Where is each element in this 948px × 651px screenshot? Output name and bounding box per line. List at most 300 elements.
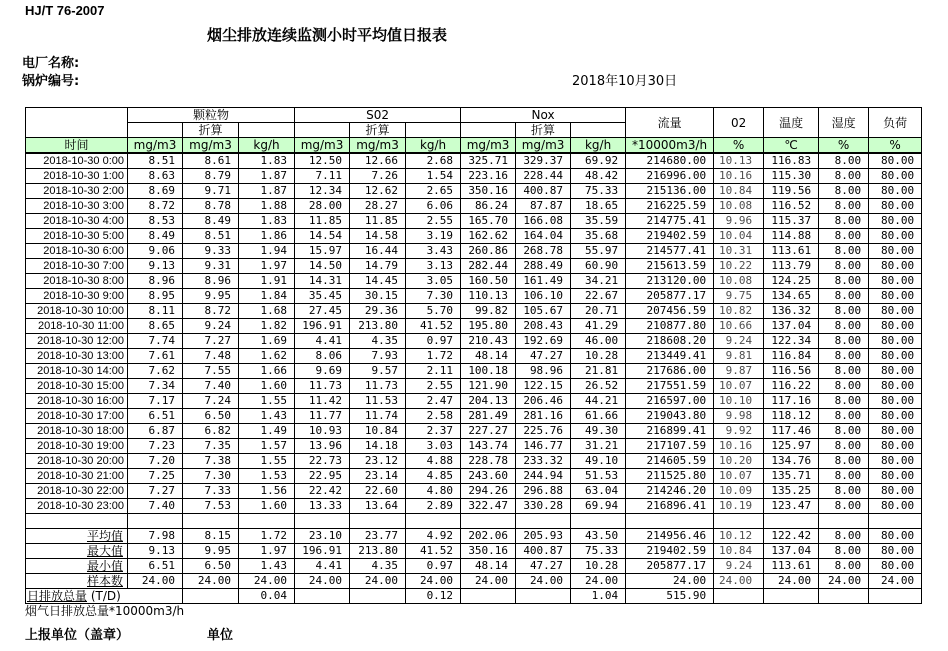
table-row bbox=[26, 334, 922, 349]
data-cell: 216896.41 bbox=[626, 499, 714, 514]
data-cell: 8.49 bbox=[183, 214, 239, 229]
data-cell: 6.51 bbox=[128, 409, 183, 424]
data-cell: 8.69 bbox=[128, 184, 183, 199]
data-cell: 86.24 bbox=[461, 199, 516, 214]
summary-value-cell: 10.28 bbox=[571, 559, 626, 574]
summary-value-cell: 23.10 bbox=[295, 529, 350, 544]
data-cell: 10.93 bbox=[295, 424, 350, 439]
data-cell: 80.00 bbox=[869, 469, 922, 484]
table-row bbox=[26, 499, 922, 514]
data-cell: 9.13 bbox=[128, 259, 183, 274]
data-cell: 7.48 bbox=[183, 349, 239, 364]
data-cell: 7.23 bbox=[128, 439, 183, 454]
time-cell: 2018-10-30 22:00 bbox=[26, 484, 128, 499]
data-cell: 281.49 bbox=[461, 409, 516, 424]
data-cell: 10.07 bbox=[714, 379, 764, 394]
data-cell: 1.88 bbox=[239, 199, 295, 214]
daily-total-value-cell bbox=[714, 589, 764, 604]
data-cell: 7.25 bbox=[128, 469, 183, 484]
empty-cell bbox=[26, 514, 128, 529]
summary-value-cell: 24.00 bbox=[626, 574, 714, 589]
header-converted-so2: 折算 bbox=[350, 123, 406, 138]
data-cell: 10.16 bbox=[714, 169, 764, 184]
table-row bbox=[26, 319, 922, 334]
data-cell: 1.43 bbox=[239, 409, 295, 424]
data-cell: 1.49 bbox=[239, 424, 295, 439]
summary-value-cell: 8.00 bbox=[819, 559, 869, 574]
data-cell: 216597.00 bbox=[626, 394, 714, 409]
data-cell: 8.00 bbox=[819, 454, 869, 469]
data-cell: 214605.59 bbox=[626, 454, 714, 469]
data-cell: 119.56 bbox=[764, 184, 819, 199]
data-cell: 123.47 bbox=[764, 499, 819, 514]
header-particulate: 颗粒物 bbox=[128, 108, 295, 123]
data-cell: 114.88 bbox=[764, 229, 819, 244]
data-cell: 6.06 bbox=[406, 199, 461, 214]
table-row bbox=[26, 169, 922, 184]
data-cell: 135.25 bbox=[764, 484, 819, 499]
data-cell: 10.10 bbox=[714, 394, 764, 409]
data-cell: 7.61 bbox=[128, 349, 183, 364]
reporting-unit-label: 上报单位（盖章） bbox=[25, 628, 130, 643]
data-cell: 30.15 bbox=[350, 289, 406, 304]
data-cell: 18.65 bbox=[571, 199, 626, 214]
data-cell: 11.85 bbox=[295, 214, 350, 229]
summary-value-cell: 113.61 bbox=[764, 559, 819, 574]
data-cell: 13.33 bbox=[295, 499, 350, 514]
data-cell: 211525.80 bbox=[626, 469, 714, 484]
data-cell: 8.79 bbox=[183, 169, 239, 184]
data-cell: 160.50 bbox=[461, 274, 516, 289]
data-cell: 7.33 bbox=[183, 484, 239, 499]
data-cell: 80.00 bbox=[869, 229, 922, 244]
data-cell: 288.49 bbox=[516, 259, 571, 274]
data-cell: 60.90 bbox=[571, 259, 626, 274]
time-cell: 2018-10-30 21:00 bbox=[26, 469, 128, 484]
data-cell: 10.84 bbox=[350, 424, 406, 439]
data-cell: 35.45 bbox=[295, 289, 350, 304]
data-cell: 225.76 bbox=[516, 424, 571, 439]
boiler-number-label: 锅炉编号: bbox=[22, 74, 80, 89]
data-cell: 213120.00 bbox=[626, 274, 714, 289]
data-cell: 1.56 bbox=[239, 484, 295, 499]
data-cell: 12.62 bbox=[350, 184, 406, 199]
data-cell: 8.00 bbox=[819, 334, 869, 349]
data-cell: 4.35 bbox=[350, 334, 406, 349]
data-cell: 7.34 bbox=[128, 379, 183, 394]
data-cell: 282.44 bbox=[461, 259, 516, 274]
data-cell: 16.44 bbox=[350, 244, 406, 259]
data-cell: 116.56 bbox=[764, 364, 819, 379]
data-cell: 22.95 bbox=[295, 469, 350, 484]
summary-value-cell: 23.77 bbox=[350, 529, 406, 544]
data-cell: 10.08 bbox=[714, 274, 764, 289]
data-cell: 205877.17 bbox=[626, 289, 714, 304]
header-sub-blank bbox=[571, 123, 626, 138]
time-cell: 2018-10-30 4:00 bbox=[26, 214, 128, 229]
data-cell: 116.52 bbox=[764, 199, 819, 214]
summary-value-cell: 350.16 bbox=[461, 544, 516, 559]
data-cell: 214577.41 bbox=[626, 244, 714, 259]
data-cell: 80.00 bbox=[869, 484, 922, 499]
data-cell: 10.82 bbox=[714, 304, 764, 319]
data-cell: 2.47 bbox=[406, 394, 461, 409]
page-title: 烟尘排放连续监测小时平均值日报表 bbox=[207, 26, 448, 44]
data-cell: 80.00 bbox=[869, 274, 922, 289]
data-cell: 14.79 bbox=[350, 259, 406, 274]
empty-cell bbox=[461, 514, 516, 529]
data-cell: 13.64 bbox=[350, 499, 406, 514]
data-cell: 7.20 bbox=[128, 454, 183, 469]
data-cell: 12.50 bbox=[295, 153, 350, 169]
data-cell: 215613.59 bbox=[626, 259, 714, 274]
data-cell: 80.00 bbox=[869, 259, 922, 274]
summary-label-cell: 样本数 bbox=[26, 574, 128, 589]
time-cell: 2018-10-30 8:00 bbox=[26, 274, 128, 289]
data-cell: 6.87 bbox=[128, 424, 183, 439]
data-cell: 268.78 bbox=[516, 244, 571, 259]
data-cell: 80.00 bbox=[869, 499, 922, 514]
data-cell: 124.25 bbox=[764, 274, 819, 289]
data-cell: 208.43 bbox=[516, 319, 571, 334]
summary-value-cell: 8.00 bbox=[819, 529, 869, 544]
summary-row bbox=[26, 529, 922, 544]
data-cell: 9.87 bbox=[714, 364, 764, 379]
unit-cell: mg/m3 bbox=[461, 138, 516, 154]
data-cell: 80.00 bbox=[869, 379, 922, 394]
table-row bbox=[26, 229, 922, 244]
data-cell: 8.00 bbox=[819, 499, 869, 514]
time-cell: 2018-10-30 1:00 bbox=[26, 169, 128, 184]
data-cell: 121.90 bbox=[461, 379, 516, 394]
data-cell: 11.42 bbox=[295, 394, 350, 409]
data-cell: 1.55 bbox=[239, 394, 295, 409]
data-cell: 12.34 bbox=[295, 184, 350, 199]
data-cell: 325.71 bbox=[461, 153, 516, 169]
data-cell: 161.49 bbox=[516, 274, 571, 289]
summary-value-cell: 4.92 bbox=[406, 529, 461, 544]
data-cell: 260.86 bbox=[461, 244, 516, 259]
data-cell: 1.69 bbox=[239, 334, 295, 349]
data-cell: 227.27 bbox=[461, 424, 516, 439]
data-cell: 14.58 bbox=[350, 229, 406, 244]
summary-value-cell: 213.80 bbox=[350, 544, 406, 559]
table-row bbox=[26, 199, 922, 214]
summary-value-cell: 24.00 bbox=[714, 574, 764, 589]
summary-value-cell: 4.41 bbox=[295, 559, 350, 574]
data-cell: 14.31 bbox=[295, 274, 350, 289]
data-cell: 7.55 bbox=[183, 364, 239, 379]
data-cell: 1.83 bbox=[239, 153, 295, 169]
data-cell: 213.80 bbox=[350, 319, 406, 334]
data-cell: 80.00 bbox=[869, 153, 922, 169]
header-blank-cell bbox=[26, 108, 128, 138]
data-cell: 8.00 bbox=[819, 289, 869, 304]
data-cell: 80.00 bbox=[869, 454, 922, 469]
summary-value-cell: 8.15 bbox=[183, 529, 239, 544]
header-load: 负荷 bbox=[869, 108, 922, 138]
data-cell: 80.00 bbox=[869, 304, 922, 319]
time-cell: 2018-10-30 5:00 bbox=[26, 229, 128, 244]
summary-value-cell: 80.00 bbox=[869, 544, 922, 559]
data-cell: 10.04 bbox=[714, 229, 764, 244]
data-cell: 223.16 bbox=[461, 169, 516, 184]
data-cell: 10.13 bbox=[714, 153, 764, 169]
data-cell: 1.60 bbox=[239, 379, 295, 394]
data-cell: 5.70 bbox=[406, 304, 461, 319]
daily-total-value-cell bbox=[183, 589, 239, 604]
data-cell: 8.00 bbox=[819, 394, 869, 409]
empty-cell bbox=[869, 514, 922, 529]
data-cell: 23.14 bbox=[350, 469, 406, 484]
data-cell: 69.92 bbox=[571, 153, 626, 169]
data-cell: 9.98 bbox=[714, 409, 764, 424]
data-cell: 7.93 bbox=[350, 349, 406, 364]
summary-label-cell: 最小值 bbox=[26, 559, 128, 574]
time-cell: 2018-10-30 12:00 bbox=[26, 334, 128, 349]
daily-total-unit: (T/D) bbox=[87, 589, 121, 603]
header-flow: 流量 bbox=[626, 108, 714, 138]
data-cell: 228.78 bbox=[461, 454, 516, 469]
data-cell: 22.67 bbox=[571, 289, 626, 304]
daily-total-value-cell bbox=[764, 589, 819, 604]
data-cell: 350.16 bbox=[461, 184, 516, 199]
data-cell: 7.62 bbox=[128, 364, 183, 379]
data-cell: 8.00 bbox=[819, 349, 869, 364]
header-group-row bbox=[26, 108, 922, 123]
data-cell: 0.97 bbox=[406, 334, 461, 349]
data-cell: 216996.00 bbox=[626, 169, 714, 184]
data-cell: 10.84 bbox=[714, 184, 764, 199]
empty-cell bbox=[819, 514, 869, 529]
data-cell: 9.57 bbox=[350, 364, 406, 379]
data-cell: 99.82 bbox=[461, 304, 516, 319]
data-cell: 322.47 bbox=[461, 499, 516, 514]
data-cell: 134.76 bbox=[764, 454, 819, 469]
data-cell: 11.74 bbox=[350, 409, 406, 424]
header-converted-particulate: 折算 bbox=[183, 123, 239, 138]
data-cell: 7.40 bbox=[183, 379, 239, 394]
data-cell: 6.50 bbox=[183, 409, 239, 424]
data-cell: 8.49 bbox=[128, 229, 183, 244]
summary-value-cell: 9.13 bbox=[128, 544, 183, 559]
header-temperature: 温度 bbox=[764, 108, 819, 138]
data-cell: 7.17 bbox=[128, 394, 183, 409]
summary-row bbox=[26, 559, 922, 574]
summary-value-cell: 24.00 bbox=[183, 574, 239, 589]
time-cell: 2018-10-30 7:00 bbox=[26, 259, 128, 274]
data-cell: 9.71 bbox=[183, 184, 239, 199]
data-cell: 7.27 bbox=[183, 334, 239, 349]
time-cell: 2018-10-30 3:00 bbox=[26, 199, 128, 214]
data-cell: 22.73 bbox=[295, 454, 350, 469]
time-cell: 2018-10-30 16:00 bbox=[26, 394, 128, 409]
data-cell: 4.41 bbox=[295, 334, 350, 349]
data-cell: 14.50 bbox=[295, 259, 350, 274]
summary-value-cell: 0.97 bbox=[406, 559, 461, 574]
data-cell: 28.00 bbox=[295, 199, 350, 214]
table-row bbox=[26, 409, 922, 424]
summary-value-cell: 24.00 bbox=[295, 574, 350, 589]
table-row bbox=[26, 394, 922, 409]
data-cell: 80.00 bbox=[869, 439, 922, 454]
data-cell: 118.12 bbox=[764, 409, 819, 424]
data-cell: 9.33 bbox=[183, 244, 239, 259]
summary-value-cell: 24.00 bbox=[764, 574, 819, 589]
data-cell: 1.53 bbox=[239, 469, 295, 484]
data-cell: 80.00 bbox=[869, 319, 922, 334]
data-cell: 10.31 bbox=[714, 244, 764, 259]
data-cell: 2.89 bbox=[406, 499, 461, 514]
data-cell: 9.75 bbox=[714, 289, 764, 304]
data-cell: 162.62 bbox=[461, 229, 516, 244]
summary-label-cell: 最大值 bbox=[26, 544, 128, 559]
data-cell: 116.22 bbox=[764, 379, 819, 394]
data-cell: 400.87 bbox=[516, 184, 571, 199]
data-cell: 80.00 bbox=[869, 214, 922, 229]
time-cell: 2018-10-30 0:00 bbox=[26, 153, 128, 169]
data-cell: 122.34 bbox=[764, 334, 819, 349]
summary-value-cell: 24.00 bbox=[350, 574, 406, 589]
summary-value-cell: 4.35 bbox=[350, 559, 406, 574]
data-cell: 21.81 bbox=[571, 364, 626, 379]
data-cell: 8.00 bbox=[819, 409, 869, 424]
data-cell: 9.81 bbox=[714, 349, 764, 364]
data-cell: 7.38 bbox=[183, 454, 239, 469]
data-cell: 3.03 bbox=[406, 439, 461, 454]
data-cell: 116.84 bbox=[764, 349, 819, 364]
data-cell: 35.59 bbox=[571, 214, 626, 229]
data-cell: 165.70 bbox=[461, 214, 516, 229]
header-sub-blank bbox=[128, 123, 183, 138]
table-row bbox=[26, 349, 922, 364]
table-row bbox=[26, 259, 922, 274]
summary-value-cell: 80.00 bbox=[869, 559, 922, 574]
time-cell: 2018-10-30 15:00 bbox=[26, 379, 128, 394]
summary-value-cell: 9.24 bbox=[714, 559, 764, 574]
data-cell: 13.96 bbox=[295, 439, 350, 454]
data-cell: 1.60 bbox=[239, 499, 295, 514]
unit-cell: % bbox=[869, 138, 922, 154]
plant-name-label: 电厂名称: bbox=[22, 56, 80, 71]
data-cell: 134.65 bbox=[764, 289, 819, 304]
table-row bbox=[26, 214, 922, 229]
data-cell: 10.08 bbox=[714, 199, 764, 214]
data-cell: 7.53 bbox=[183, 499, 239, 514]
data-cell: 2.58 bbox=[406, 409, 461, 424]
data-cell: 8.00 bbox=[819, 184, 869, 199]
table-row bbox=[26, 274, 922, 289]
summary-value-cell: 1.43 bbox=[239, 559, 295, 574]
data-cell: 80.00 bbox=[869, 289, 922, 304]
data-cell: 1.54 bbox=[406, 169, 461, 184]
data-cell: 10.16 bbox=[714, 439, 764, 454]
data-cell: 135.71 bbox=[764, 469, 819, 484]
time-cell: 2018-10-30 14:00 bbox=[26, 364, 128, 379]
data-cell: 1.84 bbox=[239, 289, 295, 304]
table-row bbox=[26, 153, 922, 169]
summary-value-cell: 6.50 bbox=[183, 559, 239, 574]
data-cell: 80.00 bbox=[869, 394, 922, 409]
data-cell: 2.55 bbox=[406, 214, 461, 229]
data-cell: 9.96 bbox=[714, 214, 764, 229]
data-cell: 3.43 bbox=[406, 244, 461, 259]
data-cell: 7.24 bbox=[183, 394, 239, 409]
data-cell: 8.53 bbox=[128, 214, 183, 229]
data-cell: 8.00 bbox=[819, 364, 869, 379]
data-cell: 80.00 bbox=[869, 424, 922, 439]
data-cell: 122.15 bbox=[516, 379, 571, 394]
data-cell: 2.37 bbox=[406, 424, 461, 439]
data-cell: 8.00 bbox=[819, 304, 869, 319]
unit-cell: mg/m3 bbox=[516, 138, 571, 154]
data-cell: 10.07 bbox=[714, 469, 764, 484]
data-cell: 8.78 bbox=[183, 199, 239, 214]
data-cell: 117.16 bbox=[764, 394, 819, 409]
data-cell: 8.00 bbox=[819, 319, 869, 334]
unit-cell: kg/h bbox=[239, 138, 295, 154]
table-row bbox=[26, 244, 922, 259]
data-cell: 9.24 bbox=[714, 334, 764, 349]
unit-cell: kg/h bbox=[571, 138, 626, 154]
data-cell: 218608.20 bbox=[626, 334, 714, 349]
data-cell: 10.66 bbox=[714, 319, 764, 334]
time-cell: 2018-10-30 9:00 bbox=[26, 289, 128, 304]
data-cell: 11.73 bbox=[350, 379, 406, 394]
data-cell: 8.00 bbox=[819, 199, 869, 214]
data-cell: 7.74 bbox=[128, 334, 183, 349]
data-cell: 8.06 bbox=[295, 349, 350, 364]
summary-value-cell: 43.50 bbox=[571, 529, 626, 544]
data-cell: 217551.59 bbox=[626, 379, 714, 394]
data-cell: 1.91 bbox=[239, 274, 295, 289]
data-cell: 8.72 bbox=[183, 304, 239, 319]
data-cell: 115.37 bbox=[764, 214, 819, 229]
data-cell: 8.63 bbox=[128, 169, 183, 184]
data-cell: 8.00 bbox=[819, 229, 869, 244]
summary-value-cell: 8.00 bbox=[819, 544, 869, 559]
unit-cell: mg/m3 bbox=[183, 138, 239, 154]
data-cell: 9.69 bbox=[295, 364, 350, 379]
data-cell: 8.00 bbox=[819, 169, 869, 184]
data-cell: 1.57 bbox=[239, 439, 295, 454]
data-cell: 80.00 bbox=[869, 169, 922, 184]
unit-cell: mg/m3 bbox=[128, 138, 183, 154]
data-cell: 80.00 bbox=[869, 349, 922, 364]
data-cell: 8.96 bbox=[183, 274, 239, 289]
data-cell: 9.31 bbox=[183, 259, 239, 274]
data-cell: 8.00 bbox=[819, 244, 869, 259]
header-unit-row bbox=[26, 138, 922, 154]
summary-value-cell: 47.27 bbox=[516, 559, 571, 574]
summary-value-cell: 24.00 bbox=[461, 574, 516, 589]
data-cell: 47.27 bbox=[516, 349, 571, 364]
empty-cell bbox=[128, 514, 183, 529]
data-cell: 2.55 bbox=[406, 379, 461, 394]
data-cell: 8.00 bbox=[819, 439, 869, 454]
table-row bbox=[26, 484, 922, 499]
unit-label: 单位 bbox=[207, 628, 234, 643]
data-cell: 41.52 bbox=[406, 319, 461, 334]
summary-value-cell: 205877.17 bbox=[626, 559, 714, 574]
data-cell: 75.33 bbox=[571, 184, 626, 199]
data-cell: 8.95 bbox=[128, 289, 183, 304]
data-cell: 9.24 bbox=[183, 319, 239, 334]
data-cell: 192.69 bbox=[516, 334, 571, 349]
data-cell: 113.61 bbox=[764, 244, 819, 259]
data-cell: 210.43 bbox=[461, 334, 516, 349]
summary-value-cell: 196.91 bbox=[295, 544, 350, 559]
